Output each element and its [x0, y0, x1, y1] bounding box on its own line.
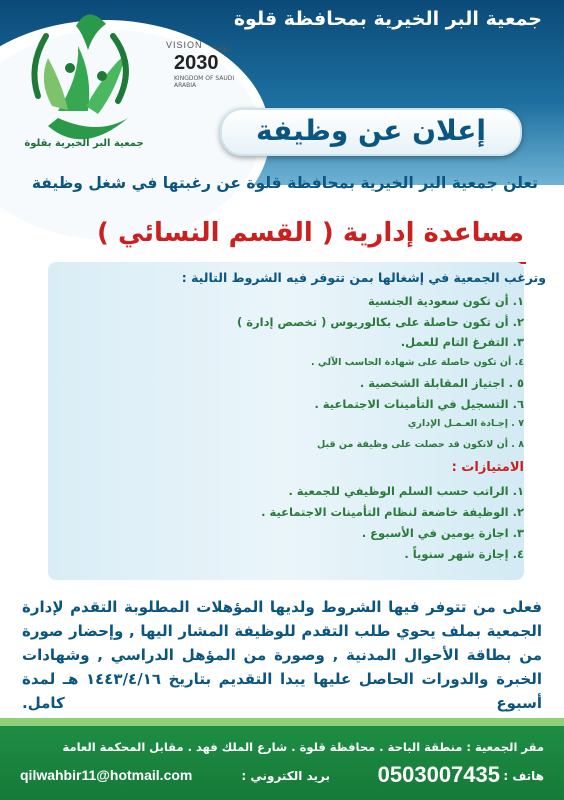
- conditions-list: [64, 291, 524, 455]
- list-item: ٤. إجازة شهر سنوياً .: [404, 547, 524, 561]
- vision-2030-logo: [166, 40, 246, 90]
- list-item: ١. أن تكون سعودية الجنسية: [367, 294, 524, 308]
- email-address[interactable]: qilwahbir11@hotmail.com: [20, 767, 193, 783]
- list-item: ٥ . اجتياز المقابلة الشخصية .: [359, 376, 524, 390]
- list-item: ٦. التسجيل في التأمينات الاجتماعية .: [314, 396, 524, 411]
- banner-title: إعلان عن وظيفة: [255, 114, 487, 147]
- advantages-list: [64, 481, 524, 565]
- list-item: ٤. أن تكون حاصلة على شهادة الحاسب الآلي .: [310, 356, 524, 368]
- advantages-title: الامتيازات :: [451, 460, 524, 475]
- list-item: ٢. أن تكون حاصلة على بكالوريوس ( تخصص إدارة ): [237, 314, 524, 329]
- list-item: ٣. التفرغ التام للعمل.: [400, 335, 524, 349]
- list-item: ٧ . إجـادة العـمـل الإداري: [407, 418, 524, 429]
- vision-subtitle: KINGDOM OF SAUDI ARABIA: [174, 75, 235, 89]
- intro-text: تعلن جمعية البر الخيرية بمحافظة قلوة عن رغبتها في شغل وظيفة: [31, 174, 538, 192]
- announcement-banner: [220, 108, 522, 156]
- footer-stripe: [0, 718, 564, 726]
- job-title: مساعدة إدارية ( القسم النسائي ): [97, 218, 524, 248]
- footer-address: مقر الجمعية : منطقة الباحة . محافظة قلوة . شارع الملك فهد . مقابل المحكمة العامة: [62, 740, 544, 754]
- phone-number[interactable]: 0503007435: [377, 762, 500, 787]
- charity-logo-icon: [18, 6, 148, 156]
- closing-paragraph: فعلى من تتوفر فيها الشروط ولديها المؤهلات المطلوبة التقدم لإدارة الجمعية بملف يحوي طلب التقدم للوظيفة المشار اليها , وإحضار صورة من بطاقة الأحوال المدنية , وصورة من المؤهل الدراسي , وشهادات الخبرة والدورات الحاصل عليها يبدا التقديم بتاريخ ١٤٤٣/٤/١٦ هـ لمدة أسبوع كامل.: [22, 598, 542, 712]
- list-item: ٨ . أن لاتكون قد حصلت على وظيفة من قبل: [317, 438, 524, 450]
- email-label: بريد الكتروني :: [241, 769, 330, 783]
- vision-year: 2030: [174, 52, 219, 74]
- logo-caption: جمعية البر الخيرية بقلوة: [24, 138, 144, 149]
- org-title: جمعية البر الخيرية بمحافظة قلوة: [233, 8, 542, 30]
- vision-arabic-label: رؤيـة: [212, 42, 231, 52]
- phone-label: هاتف :: [503, 769, 544, 783]
- list-item: ٣. اجازة يومين في الأسبوع .: [361, 526, 524, 540]
- vision-label: VISION: [166, 40, 203, 50]
- conditions-title: وترغب الجمعية في إشغالها بمن تتوفر فيه الشروط التالية :: [181, 270, 546, 285]
- list-item: ٢. الوظيفة خاضعة لنظام التأمينات الاجتماعية .: [261, 505, 524, 519]
- list-item: ١. الراتب حسب السلم الوظيفي للجمعية .: [288, 484, 524, 498]
- footer-contacts: [0, 762, 564, 792]
